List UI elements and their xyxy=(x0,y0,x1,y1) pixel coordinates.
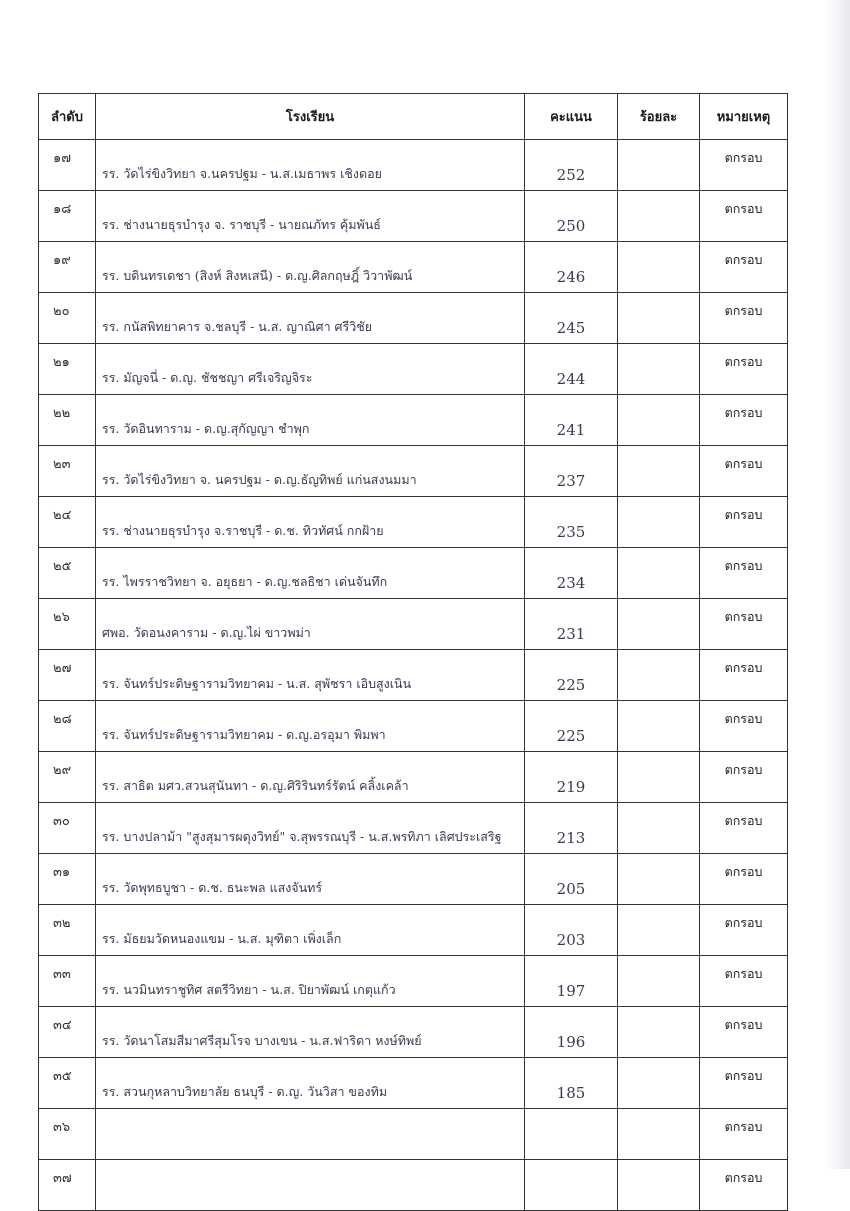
percent-cell xyxy=(618,191,700,242)
remark-cell: ตกรอบ xyxy=(700,548,788,599)
school-entry: รร. กนัสพิทยาคาร จ.ชลบุรี - น.ส. ญาณิศา ศรีวิชัย xyxy=(96,293,525,344)
table-row xyxy=(39,497,788,548)
table-row xyxy=(39,293,788,344)
row-number: ๑๘ xyxy=(39,191,96,242)
row-number: ๓๐ xyxy=(39,803,96,854)
school-entry: รร. สาธิต มศว.สวนสุนันทา - ด.ญ.ศิริรินทร์รัตน์ คลิ้งเคล้า xyxy=(96,752,525,803)
row-number: ๒๗ xyxy=(39,650,96,701)
score-cell: 250 xyxy=(525,191,618,242)
score-cell: 245 xyxy=(525,293,618,344)
table-row xyxy=(39,854,788,905)
header-school: โรงเรียน xyxy=(96,94,525,140)
results-body xyxy=(39,140,788,1211)
row-number: ๑๗ xyxy=(39,140,96,191)
percent-cell xyxy=(618,701,700,752)
percent-cell xyxy=(618,854,700,905)
row-number: ๒๙ xyxy=(39,752,96,803)
school-entry: รร. มัญจนี่ - ด.ญ. ชัชชญา ศรีเจริญจิระ xyxy=(96,344,525,395)
table-row xyxy=(39,599,788,650)
header-no: ลำดับ xyxy=(39,94,96,140)
row-number: ๒๐ xyxy=(39,293,96,344)
row-number: ๓๗ xyxy=(39,1160,96,1211)
percent-cell xyxy=(618,803,700,854)
remark-cell: ตกรอบ xyxy=(700,497,788,548)
score-cell: 237 xyxy=(525,446,618,497)
remark-cell: ตกรอบ xyxy=(700,956,788,1007)
remark-cell: ตกรอบ xyxy=(700,650,788,701)
table-row xyxy=(39,1058,788,1109)
percent-cell xyxy=(618,905,700,956)
school-entry: รร. วัดนาโสมสีมาศรีสุมโรจ บางเขน - น.ส.ฟาริดา หงษ์ทิพย์ xyxy=(96,1007,525,1058)
row-number: ๓๑ xyxy=(39,854,96,905)
remark-cell: ตกรอบ xyxy=(700,140,788,191)
school-entry: รร. มัธยมวัดหนองแขม - น.ส. มุฑิตา เพิ่งเล็ก xyxy=(96,905,525,956)
header-row xyxy=(39,94,788,140)
percent-cell xyxy=(618,650,700,701)
remark-cell: ตกรอบ xyxy=(700,395,788,446)
row-number: ๒๖ xyxy=(39,599,96,650)
score-cell: 241 xyxy=(525,395,618,446)
percent-cell xyxy=(618,752,700,803)
school-entry xyxy=(96,1109,525,1160)
school-entry xyxy=(96,1160,525,1211)
remark-cell: ตกรอบ xyxy=(700,854,788,905)
percent-cell xyxy=(618,140,700,191)
score-cell: 231 xyxy=(525,599,618,650)
table-row xyxy=(39,1007,788,1058)
remark-cell: ตกรอบ xyxy=(700,701,788,752)
score-cell: 225 xyxy=(525,650,618,701)
row-number: ๑๙ xyxy=(39,242,96,293)
school-entry: รร. สวนกุหลาบวิทยาลัย ธนบุรี - ด.ญ. วันวิสา ของทิม xyxy=(96,1058,525,1109)
percent-cell xyxy=(618,242,700,293)
table-row xyxy=(39,191,788,242)
table-row xyxy=(39,1160,788,1211)
percent-cell xyxy=(618,446,700,497)
percent-cell xyxy=(618,1109,700,1160)
score-cell xyxy=(525,1109,618,1160)
score-cell: 244 xyxy=(525,344,618,395)
row-number: ๒๒ xyxy=(39,395,96,446)
score-cell: 246 xyxy=(525,242,618,293)
row-number: ๓๒ xyxy=(39,905,96,956)
remark-cell: ตกรอบ xyxy=(700,191,788,242)
score-cell: 225 xyxy=(525,701,618,752)
remark-cell: ตกรอบ xyxy=(700,752,788,803)
score-cell: 219 xyxy=(525,752,618,803)
school-entry: รร. วัดพุทธบูชา - ด.ช. ธนะพล แสงจันทร์ xyxy=(96,854,525,905)
remark-cell: ตกรอบ xyxy=(700,1109,788,1160)
row-number: ๒๓ xyxy=(39,446,96,497)
table-row xyxy=(39,701,788,752)
table-row xyxy=(39,395,788,446)
score-cell: 234 xyxy=(525,548,618,599)
remark-cell: ตกรอบ xyxy=(700,344,788,395)
score-cell: 196 xyxy=(525,1007,618,1058)
table-row xyxy=(39,803,788,854)
row-number: ๓๓ xyxy=(39,956,96,1007)
table-row xyxy=(39,752,788,803)
score-cell: 203 xyxy=(525,905,618,956)
score-cell: 252 xyxy=(525,140,618,191)
score-cell: 185 xyxy=(525,1058,618,1109)
remark-cell: ตกรอบ xyxy=(700,242,788,293)
percent-cell xyxy=(618,548,700,599)
remark-cell: ตกรอบ xyxy=(700,1058,788,1109)
school-entry: รร. จันทร์ประดิษฐารามวิทยาคม - ด.ญ.อรอุมา พิมพา xyxy=(96,701,525,752)
school-entry: รร. ไพรราชวิทยา จ. อยุธยา - ด.ญ.ชลธิชา เด่นจันทึก xyxy=(96,548,525,599)
percent-cell xyxy=(618,395,700,446)
percent-cell xyxy=(618,497,700,548)
header-percent: ร้อยละ xyxy=(618,94,700,140)
row-number: ๓๕ xyxy=(39,1058,96,1109)
scan-edge-shadow xyxy=(826,0,850,1169)
school-entry: รร. วัดอินทาราม - ด.ญ.สุกัญญา ชำพุก xyxy=(96,395,525,446)
header-remark: หมายเหตุ xyxy=(700,94,788,140)
remark-cell: ตกรอบ xyxy=(700,293,788,344)
table-row xyxy=(39,905,788,956)
results-table xyxy=(38,93,788,1211)
remark-cell: ตกรอบ xyxy=(700,1160,788,1211)
remark-cell: ตกรอบ xyxy=(700,1007,788,1058)
school-entry: รร. นวมินทราชูทิศ สตรีวิทยา - น.ส. ปิยาพัฒน์ เกตุแก้ว xyxy=(96,956,525,1007)
table-row xyxy=(39,446,788,497)
row-number: ๒๕ xyxy=(39,548,96,599)
score-cell: 235 xyxy=(525,497,618,548)
score-cell xyxy=(525,1160,618,1211)
school-entry: ศพอ. วัดอนงคาราม - ด.ญ.ไผ่ ขาวพม่า xyxy=(96,599,525,650)
school-entry: รร. จันทร์ประดิษฐารามวิทยาคม - น.ส. สุพัชรา เอิบสูงเนิน xyxy=(96,650,525,701)
score-cell: 213 xyxy=(525,803,618,854)
remark-cell: ตกรอบ xyxy=(700,803,788,854)
table-row xyxy=(39,956,788,1007)
table-row xyxy=(39,1109,788,1160)
table-row xyxy=(39,344,788,395)
row-number: ๓๔ xyxy=(39,1007,96,1058)
score-cell: 205 xyxy=(525,854,618,905)
percent-cell xyxy=(618,293,700,344)
row-number: ๒๔ xyxy=(39,497,96,548)
school-entry: รร. ช่างนายธุรบำรุง จ. ราชบุรี - นายณภัทร คุ้มพันธ์ xyxy=(96,191,525,242)
school-entry: รร. ช่างนายธุรบำรุง จ.ราชบุรี - ด.ช. ทิวทัศน์ กกฝ้าย xyxy=(96,497,525,548)
percent-cell xyxy=(618,1160,700,1211)
school-entry: รร. บดินทรเดชา (สิงห์ สิงหเสนี) - ด.ญ.ศิลกฤษฎิ์ วิวาพัฒน์ xyxy=(96,242,525,293)
score-cell: 197 xyxy=(525,956,618,1007)
row-number: ๒๑ xyxy=(39,344,96,395)
percent-cell xyxy=(618,956,700,1007)
remark-cell: ตกรอบ xyxy=(700,905,788,956)
percent-cell xyxy=(618,599,700,650)
table-row xyxy=(39,548,788,599)
remark-cell: ตกรอบ xyxy=(700,599,788,650)
school-entry: รร. วัดไร่ขิงวิทยา จ.นครปฐม - น.ส.เมธาพร เชิงดอย xyxy=(96,140,525,191)
percent-cell xyxy=(618,1058,700,1109)
header-score: คะแนน xyxy=(525,94,618,140)
school-entry: รร. วัดไร่ขิงวิทยา จ. นครปฐม - ด.ญ.ธัญทิพย์ แก่นสงนมมา xyxy=(96,446,525,497)
row-number: ๓๖ xyxy=(39,1109,96,1160)
remark-cell: ตกรอบ xyxy=(700,446,788,497)
percent-cell xyxy=(618,344,700,395)
row-number: ๒๘ xyxy=(39,701,96,752)
table-row xyxy=(39,242,788,293)
table-row xyxy=(39,650,788,701)
school-entry: รร. บางปลาม้า "สูงสุมารผดุงวิทย์" จ.สุพรรณบุรี - น.ส.พรทิภา เลิศประเสริฐ xyxy=(96,803,525,854)
table-row xyxy=(39,140,788,191)
percent-cell xyxy=(618,1007,700,1058)
